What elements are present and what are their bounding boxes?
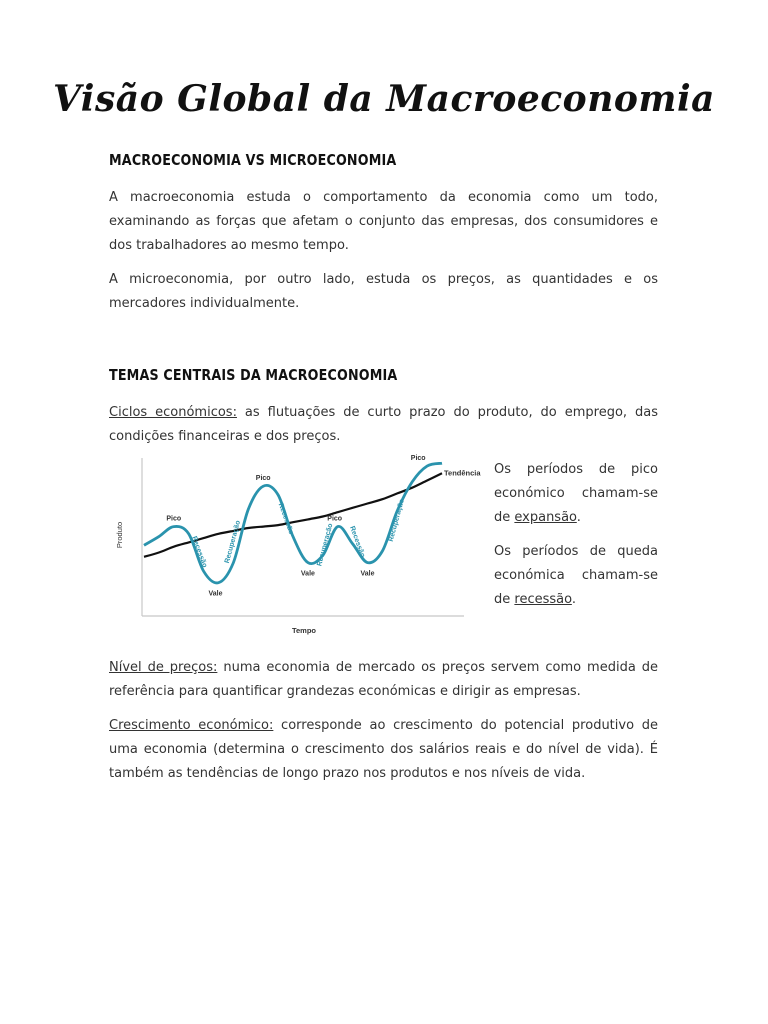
side-paragraph-recessao [494,540,658,612]
paragraph-microeconomia: A microeconomia, por outro lado, estuda os preços, as quantidades e os mercadores individualmente. [109,272,658,311]
paragraph-crescimento [109,714,658,786]
section-heading-macro-vs-micro: MACROECONOMIA VS MICROECONOMIA [109,151,397,169]
annotation-recessao: Recessão [348,525,366,559]
annotation-pico: Pico [410,455,426,463]
paragraph-ciclos [109,401,658,449]
text-nivel-precos: numa economia de mercado os preços servem como medida de referência para quantificar grandezas económicas e dirigir as empresas. [109,660,658,699]
period: . [571,592,576,607]
annotation-recessao: Recessão [190,535,208,569]
business-cycle-chart [112,450,484,640]
y-axis-label: Produto [115,521,124,549]
chart-annotations [166,455,425,598]
annotation-pico: Pico [166,515,182,523]
annotation-vale: Vale [360,570,375,578]
term-nivel-precos: Nível de preços: [109,660,218,675]
text-crescimento: corresponde ao crescimento do potencial produtivo de uma economia (determina o crescimento dos salários reais e do nível de vida). É também as tendências de longo prazo nos produtos e nos níveis de vida. [109,718,658,781]
trend-label: Tendência [444,468,481,478]
term-ciclos: Ciclos económicos: [109,405,237,420]
page-title: Visão Global da Macroeconomia [53,78,715,120]
annotation-vale: Vale [300,570,315,578]
term-expansao: expansão [514,510,577,525]
annotation-vale: Vale [208,590,223,598]
text-ciclos: as flutuações de curto prazo do produto, do emprego, das condições financeiras e dos preços. [109,405,658,444]
term-crescimento: Crescimento económico: [109,718,274,733]
annotation-recessao: Recessão [276,502,295,536]
annotation-pico: Pico [327,515,343,523]
side-paragraph-expansao [494,458,658,530]
annotation-recuperacao: Recuperação [387,498,406,543]
section-heading-temas-centrais: TEMAS CENTRAIS DA MACROECONOMIA [109,366,398,384]
annotation-pico: Pico [255,475,271,483]
period: . [576,510,581,525]
paragraph-macroeconomia: A macroeconomia estuda o comportamento da economia como um todo, examinando as forças que afetam o conjunto das empresas, dos consumidores e dos trabalhadores ao mesmo tempo. [109,190,658,253]
annotation-recuperacao: Recuperação [316,522,335,568]
term-recessao: recessão [514,592,572,607]
text-expansao: Os períodos de pico económico chamam-se de [494,462,658,525]
annotation-recuperacao: Recuperação [223,519,243,565]
text-recessao: Os períodos de queda económica chamam-se de [494,544,658,607]
paragraph-nivel-precos [109,656,658,704]
x-axis-label: Tempo [291,626,317,635]
